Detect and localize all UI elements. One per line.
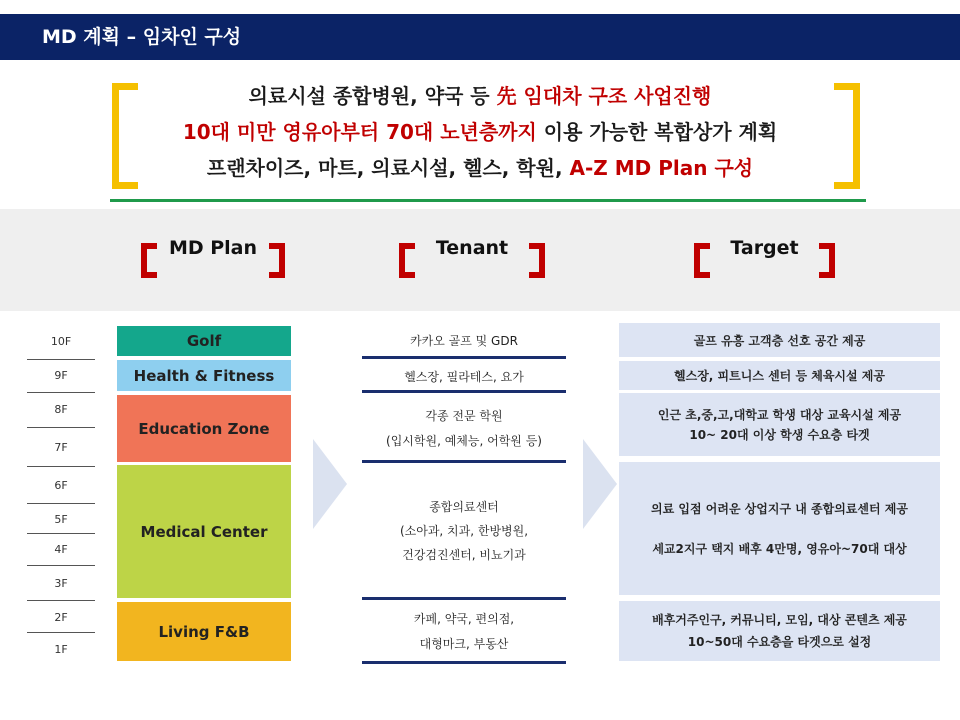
- target-education-text-2: 10~ 20대 이상 학생 수요층 타겟: [689, 427, 870, 442]
- floor-divider: [27, 359, 95, 360]
- floor-label-1f: 1F: [54, 643, 68, 656]
- target-golf-text: 골프 유흥 고객층 선호 공간 제공: [693, 333, 866, 348]
- arrow-right-icon: [313, 439, 347, 529]
- floor-divider: [27, 600, 95, 601]
- floor-divider: [27, 466, 95, 467]
- floor-label-8f: 8F: [54, 403, 68, 416]
- target-header: [694, 237, 835, 278]
- tenant-golf: 카카오 골프 및 GDR: [410, 334, 518, 348]
- tenant-medical-2: (소아과, 치과, 한방병원,: [399, 524, 529, 538]
- floor-divider: [27, 427, 95, 428]
- zone-golf: [117, 326, 291, 356]
- floor-label-2f: 2F: [54, 611, 68, 624]
- target-medical: [619, 462, 940, 595]
- page-title: MD 계획 – 임차인 구성: [42, 26, 242, 48]
- tenant-health: 헬스장, 필라테스, 요가: [404, 370, 524, 384]
- tenant-divider: [362, 356, 566, 359]
- zone-living-label: Living F&B: [158, 622, 250, 641]
- arrow-right-icon: [583, 439, 617, 529]
- tenant-living-1: 카페, 약국, 편의점,: [413, 612, 515, 626]
- floor-divider: [27, 565, 95, 566]
- zone-medical: [117, 465, 291, 598]
- floor-divider: [27, 533, 95, 534]
- floor-label-5f: 5F: [54, 513, 68, 526]
- summary-line-1: [118, 80, 842, 109]
- target-living-text-2: 10~50대 수요층을 타겟으로 설정: [687, 635, 872, 649]
- tenant-medical-1: 종합의료센터: [429, 500, 499, 514]
- tenant-divider: [362, 460, 566, 463]
- target-education: [619, 393, 940, 456]
- tenant-divider: [362, 661, 566, 664]
- target-medical-text-2: 세교2지구 택지 배후 4만명, 영유아~70대 대상: [652, 541, 907, 556]
- target-education-text-1: 인근 초,중,고,대학교 학생 대상 교육시설 제공: [657, 407, 902, 422]
- summary-underline: [110, 199, 866, 202]
- target-living: [619, 601, 940, 661]
- target-header-label: Target: [730, 237, 799, 259]
- tenant-header: [399, 237, 545, 278]
- target-medical-text-1: 의료 입점 어려운 상업지구 내 종합의료센터 제공: [651, 501, 908, 516]
- tenant-header-label: Tenant: [435, 237, 509, 259]
- tenant-education-1: 각종 전문 학원: [425, 409, 503, 423]
- md-plan-header-label: MD Plan: [168, 237, 258, 259]
- tenant-divider: [362, 597, 566, 600]
- zone-medical-label: Medical Center: [140, 522, 268, 541]
- tenant-medical-3: 건강검진센터, 비뇨기과: [402, 548, 526, 562]
- summary-line-3: [118, 152, 842, 181]
- summary-line-2: [118, 116, 842, 145]
- md-plan-header: [141, 237, 285, 278]
- target-health-text: 헬스장, 피트니스 센터 등 체육시설 제공: [674, 369, 885, 383]
- floor-label-10f: 10F: [50, 335, 72, 348]
- floor-label-4f: 4F: [54, 543, 68, 556]
- summary-line-2-highlight: 10대 미만 영유아부터 70대 노년층까지: [182, 120, 537, 144]
- tenant-divider: [362, 390, 566, 393]
- floor-divider: [27, 632, 95, 633]
- tenant-education-2: (입시학원, 예체능, 어학원 등): [386, 434, 542, 448]
- summary-line-1-highlight: 先 임대차 구조 사업진행: [496, 84, 712, 108]
- summary-line-3-highlight: A-Z MD Plan 구성: [569, 156, 754, 180]
- floor-label-9f: 9F: [54, 369, 68, 382]
- tenant-living-2: 대형마크, 부동산: [419, 637, 509, 651]
- zone-education-label: Education Zone: [138, 419, 270, 438]
- floor-label-7f: 7F: [54, 441, 68, 454]
- floor-divider: [27, 503, 95, 504]
- floor-label-3f: 3F: [54, 577, 68, 590]
- target-living-text-1: 배후거주인구, 커뮤니티, 모임, 대상 콘텐츠 제공: [652, 613, 907, 627]
- target-golf: [619, 323, 940, 357]
- floor-divider: [27, 392, 95, 393]
- floor-label-6f: 6F: [54, 479, 68, 492]
- zone-health-fitness: [117, 360, 291, 391]
- summary-line-3-plain: 프랜차이즈, 마트, 의료시설, 헬스, 학원,: [206, 156, 570, 180]
- zone-education: [117, 395, 291, 462]
- zone-living: [117, 602, 291, 661]
- summary-line-1-plain: 의료시설 종합병원, 약국 등: [248, 84, 497, 108]
- zone-golf-label: Golf: [186, 332, 222, 350]
- summary-line-2-plain: 이용 가능한 복합상가 계획: [536, 120, 778, 144]
- target-health: [619, 361, 940, 390]
- zone-health-label: Health & Fitness: [133, 366, 275, 385]
